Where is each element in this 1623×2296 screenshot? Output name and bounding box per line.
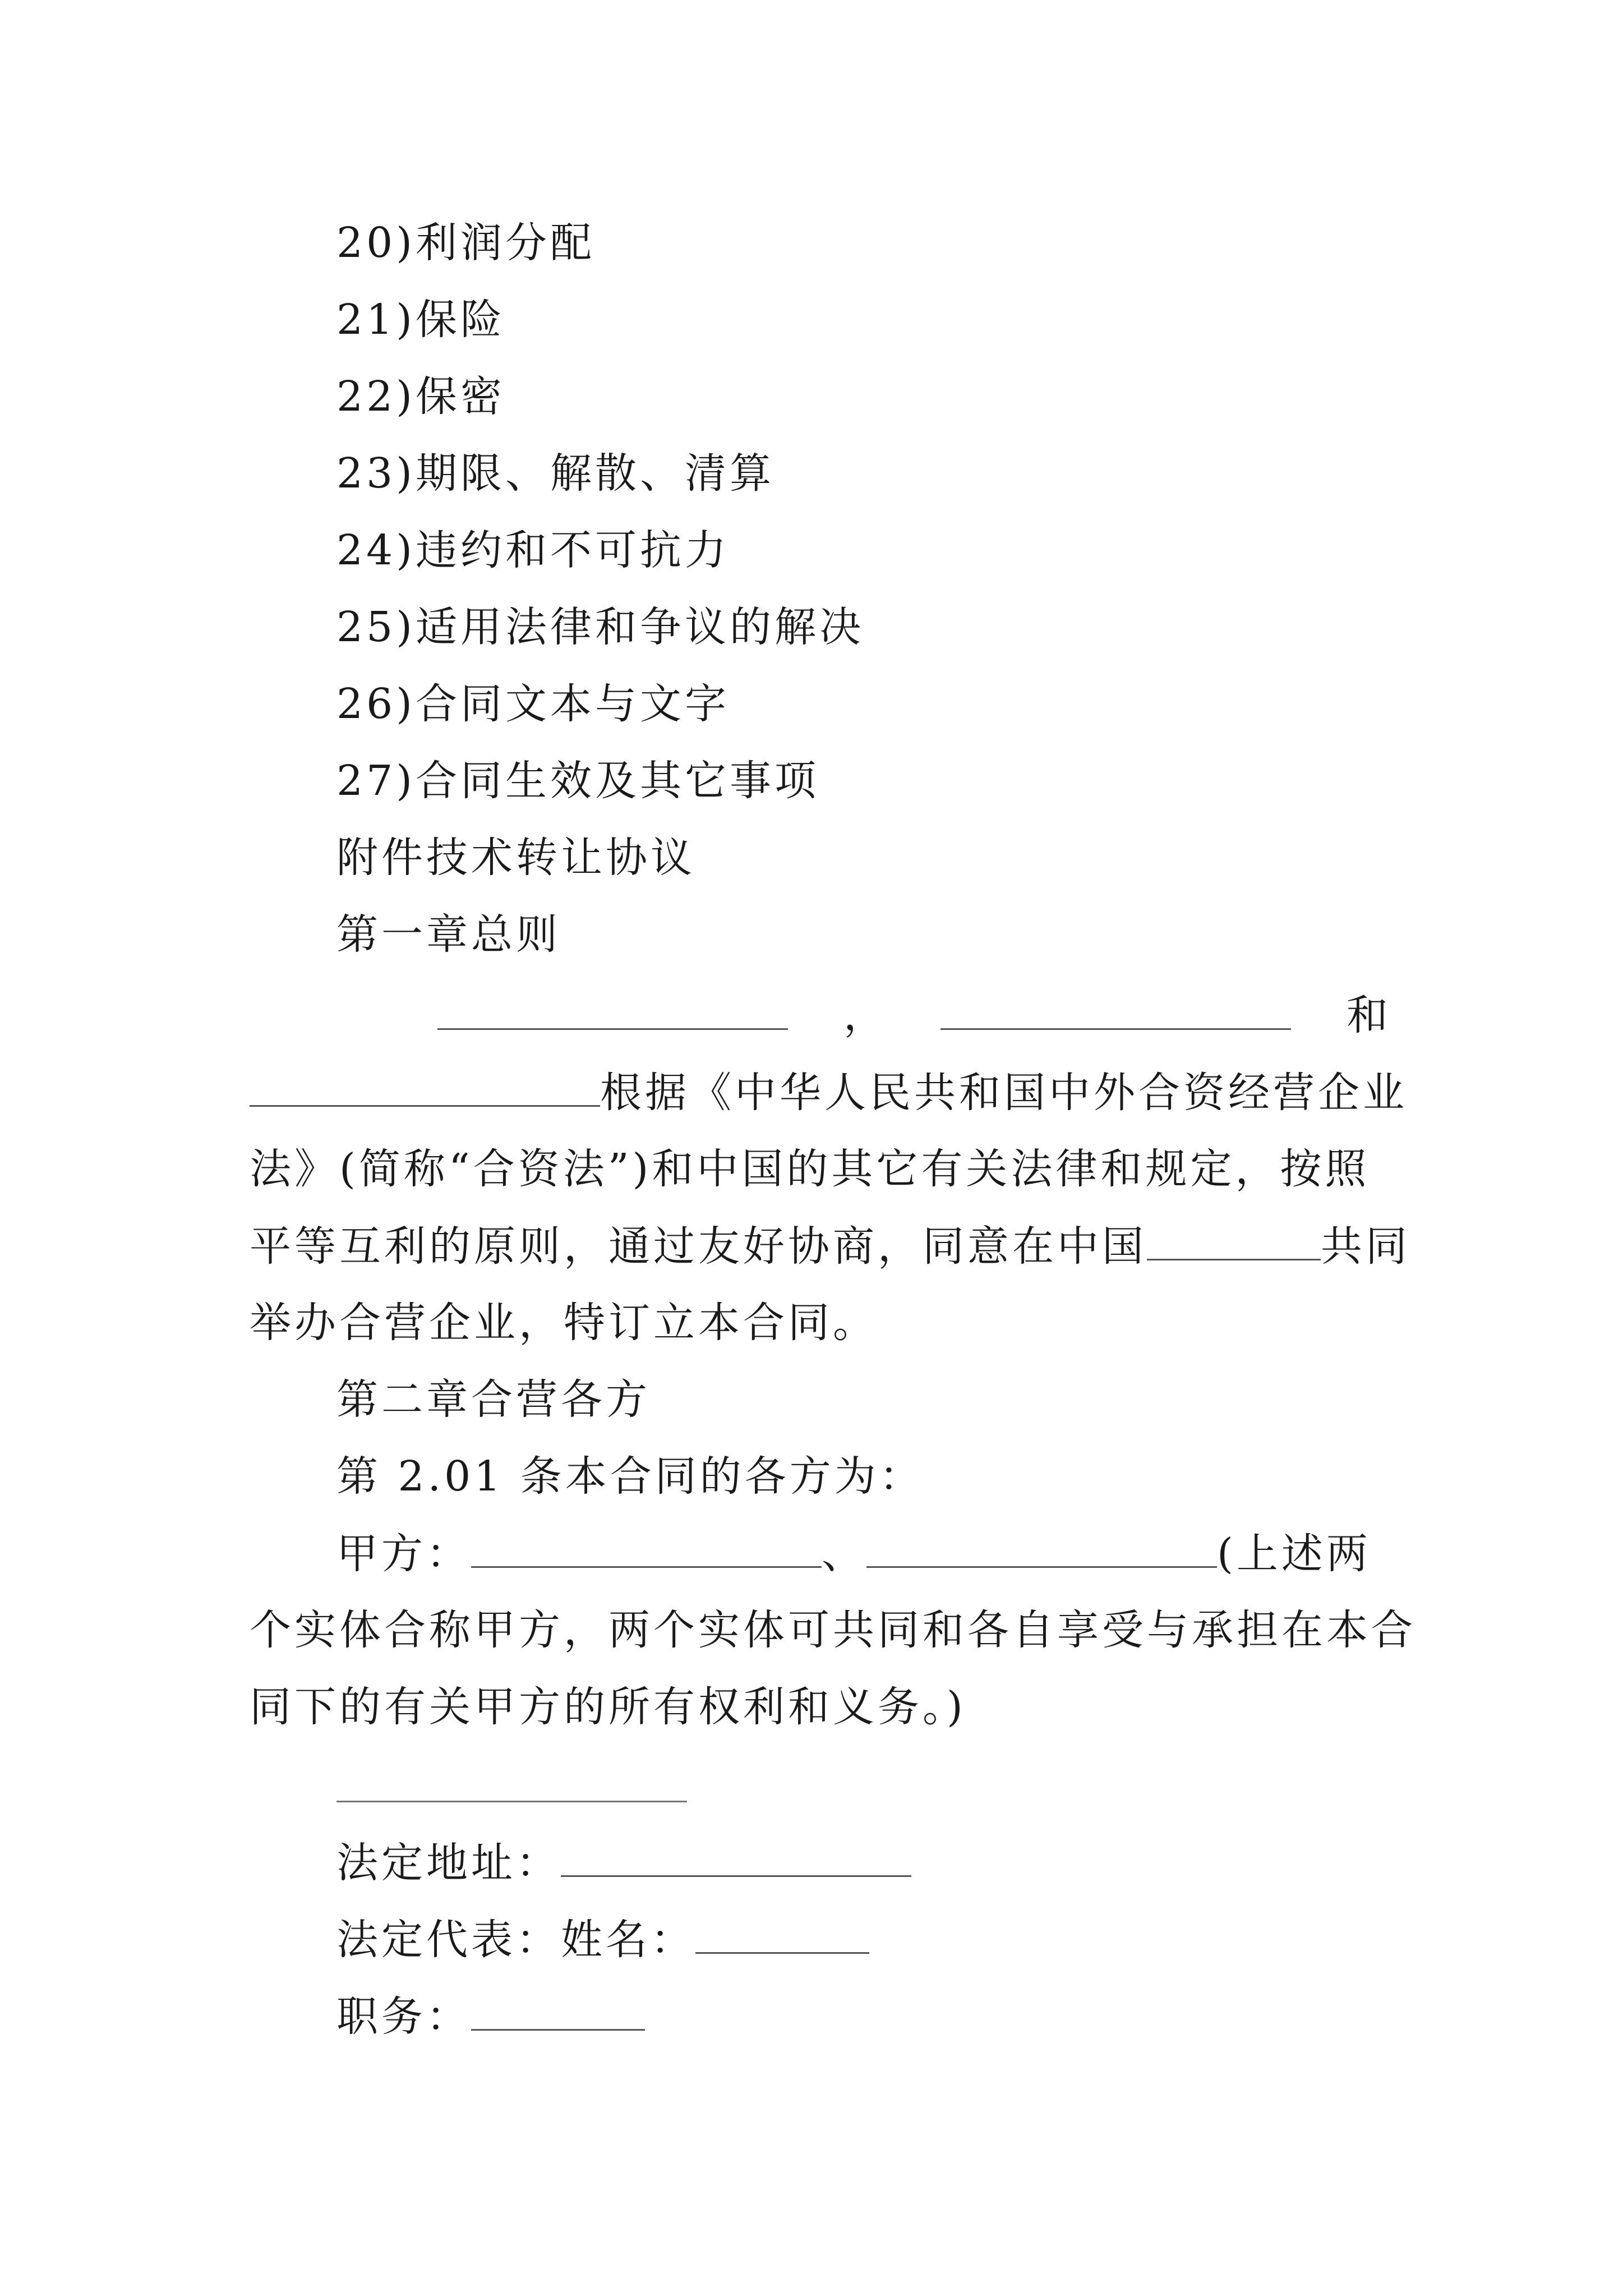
chapter-1-line-2-text: 根据《中华人民共和国中外合资经营企业 [600,1069,1408,1117]
toc-item-22: 22)保密 [336,372,506,421]
location-blank[interactable] [1147,1225,1321,1260]
position-row [336,1993,645,2041]
toc-item-21: 21)保险 [336,296,506,344]
party-blank-3[interactable] [250,1071,600,1107]
legal-address-blank[interactable] [561,1842,911,1877]
toc-annex: 附件技术转让协议 [336,834,695,882]
legal-representative-label: 法定代表：姓名： [336,1916,695,1964]
party-a-tail: (上述两 [1217,1530,1371,1578]
toc-item-25: 25)适用法律和争议的解决 [336,603,865,651]
chapter-1-line-4-tail: 共同 [1321,1222,1410,1271]
comma-text: ， [843,991,885,1039]
party-blank-1[interactable] [437,995,788,1030]
legal-representative-name-blank[interactable] [695,1918,869,1954]
legal-representative-row [336,1916,869,1964]
party-a-line-2: 个实体合称甲方，两个实体可共同和各自享受与承担在本合 [250,1606,1416,1654]
article-2-01: 第 2.01 条本合同的各方为： [336,1452,924,1501]
party-a-blank-2[interactable] [866,1533,1217,1568]
legal-address-row [336,1839,911,1887]
toc-item-26: 26)合同文本与文字 [336,680,730,728]
toc-item-23: 23)期限、解散、清算 [336,449,775,498]
chapter-1-line-2 [250,1069,1408,1117]
party-a-line-3: 同下的有关甲方的所有权利和义务。) [250,1683,966,1731]
toc-item-24: 24)违约和不可抗力 [336,526,730,574]
legal-address-label: 法定地址： [336,1839,561,1887]
and-text: 和 [1347,991,1388,1039]
toc-item-20: 20)利润分配 [336,219,596,267]
toc-item-27: 27)合同生效及其它事项 [336,757,820,805]
divider-line [336,1801,687,1802]
chapter-1-line-3: 法》(简称“合资法”)和中国的其它有关法律和规定，按照 [250,1145,1370,1193]
party-a-blank-1[interactable] [471,1533,822,1568]
chapter-1-heading: 第一章总则 [336,910,561,959]
party-blank-2[interactable] [940,995,1291,1030]
chapter-1-line-5: 举办合营企业，特订立本合同。 [250,1299,878,1347]
chapter-1-line-4 [250,1222,1410,1271]
party-a-separator: 、 [822,1530,866,1578]
chapter-2-heading: 第二章合营各方 [336,1375,651,1424]
chapter-1-line-4-text: 平等互利的原则，通过友好协商，同意在中国 [250,1222,1147,1271]
party-a-line-1 [336,1530,1371,1578]
position-blank[interactable] [471,1995,645,2031]
position-label: 职务： [336,1993,471,2041]
party-a-label: 甲方： [336,1530,471,1578]
chapter-1-line-1 [437,991,1388,1039]
